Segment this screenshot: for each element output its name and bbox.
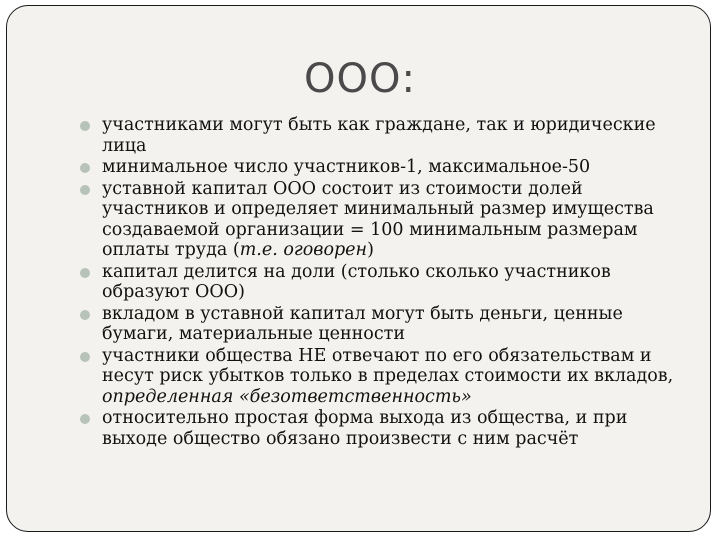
bullet-list	[80, 115, 680, 450]
bullet-dot-icon	[80, 352, 90, 362]
bullet-item	[80, 157, 680, 178]
bullet-text: участниками могут быть как граждане, так и юридические лица	[102, 115, 656, 156]
bullet-item	[80, 304, 680, 345]
bullet-item	[80, 262, 680, 303]
bullet-dot-icon	[80, 310, 90, 320]
bullet-text: минимальное число участников-1, максимальное-50	[102, 157, 591, 177]
bullet-text: относительно простая форма выхода из общества, и при выходе общество обязано произвести с ним расчёт	[102, 408, 628, 449]
bullet-text: )	[367, 240, 374, 260]
bullet-dot-icon	[80, 414, 90, 424]
bullet-item	[80, 408, 680, 449]
bullet-text: капитал делится на доли (столько сколько участников образуют ООО)	[102, 261, 611, 302]
bullet-text: вкладом в уставной капитал могут быть деньги, ценные бумаги, материальные ценности	[102, 303, 623, 344]
bullet-text: участники общества НЕ отвечают по его обязательствам и несут риск убытков только в пределах стоимости их вкладов,	[102, 345, 674, 386]
bullet-dot-icon	[80, 163, 90, 173]
bullet-text: уставной капитал ООО состоит из стоимости долей участников и определяет минимальный размер имущества создаваемой организации = 100 минимальным размерам оплаты труда (	[102, 178, 654, 260]
bullet-text-italic: т.е. оговорен	[239, 240, 368, 260]
slide-title: ООО:	[304, 56, 416, 102]
bullet-item	[80, 115, 680, 156]
bullet-dot-icon	[80, 268, 90, 278]
bullet-item	[80, 346, 680, 408]
bullet-item	[80, 179, 680, 261]
bullet-text-italic: определенная «безответственность»	[102, 386, 472, 407]
bullet-dot-icon	[80, 185, 90, 195]
bullet-dot-icon	[80, 121, 90, 131]
